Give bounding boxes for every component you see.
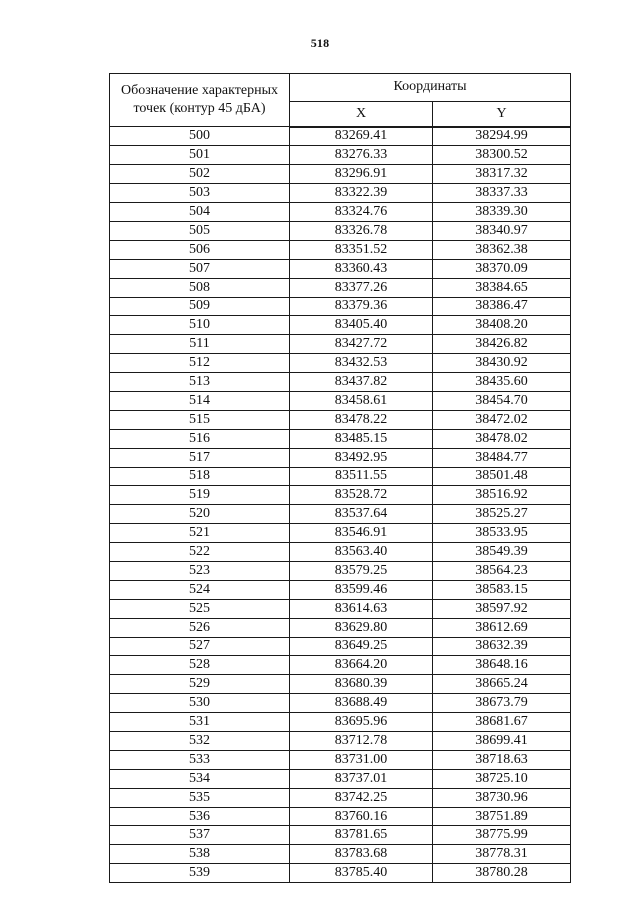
- x-coordinate-cell: 83432.53: [290, 354, 433, 373]
- page-number: 518: [310, 36, 330, 50]
- x-coordinate-cell: 83511.55: [290, 467, 433, 486]
- y-coordinate-cell: 38426.82: [433, 335, 571, 354]
- x-coordinate-cell: 83737.01: [290, 769, 433, 788]
- point-cell: 522: [110, 543, 290, 562]
- table-row: [110, 694, 571, 713]
- x-coordinate-cell: 83427.72: [290, 335, 433, 354]
- x-coordinate-cell: 83379.36: [290, 297, 433, 316]
- table-row: [110, 335, 571, 354]
- table-row: [110, 618, 571, 637]
- y-coordinate-cell: 38775.99: [433, 826, 571, 845]
- x-coordinate-cell: 83760.16: [290, 807, 433, 826]
- y-coordinate-cell: 38501.48: [433, 467, 571, 486]
- table-body: [110, 127, 571, 883]
- point-cell: 533: [110, 750, 290, 769]
- point-cell: 501: [110, 146, 290, 165]
- table-row: [110, 354, 571, 373]
- table-row: [110, 373, 571, 392]
- y-coordinate-cell: 38583.15: [433, 580, 571, 599]
- y-coordinate-cell: 38408.20: [433, 316, 571, 335]
- y-coordinate-cell: 38597.92: [433, 599, 571, 618]
- y-coordinate-cell: 38435.60: [433, 373, 571, 392]
- table-row: [110, 788, 571, 807]
- y-coordinate-cell: 38778.31: [433, 845, 571, 864]
- x-coordinate-cell: 83296.91: [290, 165, 433, 184]
- point-cell: 505: [110, 221, 290, 240]
- x-coordinate-cell: 83322.39: [290, 184, 433, 203]
- point-cell: 524: [110, 580, 290, 599]
- y-coordinate-cell: 38370.09: [433, 259, 571, 278]
- y-coordinate-cell: 38340.97: [433, 221, 571, 240]
- table-row: [110, 146, 571, 165]
- y-coordinate-cell: 38725.10: [433, 769, 571, 788]
- x-coordinate-cell: 83360.43: [290, 259, 433, 278]
- table-row: [110, 637, 571, 656]
- point-cell: 514: [110, 391, 290, 410]
- table-row: [110, 203, 571, 222]
- table-row: [110, 543, 571, 562]
- point-cell: 515: [110, 410, 290, 429]
- y-coordinate-cell: 38665.24: [433, 675, 571, 694]
- point-cell: 528: [110, 656, 290, 675]
- x-coordinate-cell: 83276.33: [290, 146, 433, 165]
- x-coordinate-cell: 83712.78: [290, 732, 433, 751]
- point-cell: 502: [110, 165, 290, 184]
- point-cell: 510: [110, 316, 290, 335]
- x-coordinate-cell: 83326.78: [290, 221, 433, 240]
- x-coordinate-cell: 83537.64: [290, 505, 433, 524]
- x-coordinate-cell: 83695.96: [290, 713, 433, 732]
- y-coordinate-cell: 38549.39: [433, 543, 571, 562]
- x-coordinate-cell: 83599.46: [290, 580, 433, 599]
- y-coordinate-cell: 38454.70: [433, 391, 571, 410]
- y-coordinate-cell: 38300.52: [433, 146, 571, 165]
- point-cell: 506: [110, 240, 290, 259]
- point-cell: 516: [110, 429, 290, 448]
- y-coordinate-cell: 38339.30: [433, 203, 571, 222]
- x-coordinate-cell: 83563.40: [290, 543, 433, 562]
- y-coordinate-cell: 38478.02: [433, 429, 571, 448]
- table-row: [110, 429, 571, 448]
- point-cell: 532: [110, 732, 290, 751]
- x-coordinate-cell: 83546.91: [290, 524, 433, 543]
- y-coordinate-cell: 38337.33: [433, 184, 571, 203]
- y-coordinate-cell: 38386.47: [433, 297, 571, 316]
- x-coordinate-cell: 83649.25: [290, 637, 433, 656]
- x-coordinate-cell: 83478.22: [290, 410, 433, 429]
- point-cell: 523: [110, 561, 290, 580]
- point-cell: 535: [110, 788, 290, 807]
- x-coordinate-cell: 83492.95: [290, 448, 433, 467]
- y-coordinate-cell: 38384.65: [433, 278, 571, 297]
- x-coordinate-cell: 83688.49: [290, 694, 433, 713]
- table-row: [110, 713, 571, 732]
- point-cell: 536: [110, 807, 290, 826]
- table-row: [110, 486, 571, 505]
- x-coordinate-cell: 83614.63: [290, 599, 433, 618]
- point-cell: 517: [110, 448, 290, 467]
- x-coordinate-cell: 83742.25: [290, 788, 433, 807]
- point-cell: 500: [110, 127, 290, 146]
- x-coordinate-cell: 83351.52: [290, 240, 433, 259]
- table-row: [110, 221, 571, 240]
- table-row: [110, 826, 571, 845]
- y-coordinate-cell: 38564.23: [433, 561, 571, 580]
- table-row: [110, 391, 571, 410]
- table-row: [110, 410, 571, 429]
- point-cell: 539: [110, 864, 290, 883]
- x-coordinate-cell: 83785.40: [290, 864, 433, 883]
- point-cell: 534: [110, 769, 290, 788]
- point-cell: 504: [110, 203, 290, 222]
- y-coordinate-cell: 38533.95: [433, 524, 571, 543]
- y-coordinate-cell: 38673.79: [433, 694, 571, 713]
- table-row: [110, 127, 571, 146]
- table-row: [110, 467, 571, 486]
- x-column-header: X: [290, 101, 433, 126]
- point-cell: 512: [110, 354, 290, 373]
- point-cell: 521: [110, 524, 290, 543]
- point-cell: 509: [110, 297, 290, 316]
- x-coordinate-cell: 83680.39: [290, 675, 433, 694]
- point-cell: 538: [110, 845, 290, 864]
- table-row: [110, 675, 571, 694]
- coordinates-table: [109, 73, 571, 883]
- point-cell: 527: [110, 637, 290, 656]
- x-coordinate-cell: 83437.82: [290, 373, 433, 392]
- y-coordinate-cell: 38780.28: [433, 864, 571, 883]
- table-row: [110, 278, 571, 297]
- y-coordinate-cell: 38612.69: [433, 618, 571, 637]
- x-coordinate-cell: 83324.76: [290, 203, 433, 222]
- point-cell: 529: [110, 675, 290, 694]
- table-row: [110, 505, 571, 524]
- y-coordinate-cell: 38648.16: [433, 656, 571, 675]
- table-row: [110, 184, 571, 203]
- table-row: [110, 656, 571, 675]
- table-row: [110, 448, 571, 467]
- x-coordinate-cell: 83664.20: [290, 656, 433, 675]
- point-cell: 518: [110, 467, 290, 486]
- table-row: [110, 297, 571, 316]
- point-cell: 537: [110, 826, 290, 845]
- y-coordinate-cell: 38294.99: [433, 127, 571, 146]
- x-coordinate-cell: 83528.72: [290, 486, 433, 505]
- y-coordinate-cell: 38516.92: [433, 486, 571, 505]
- y-coordinate-cell: 38699.41: [433, 732, 571, 751]
- y-coordinate-cell: 38525.27: [433, 505, 571, 524]
- x-coordinate-cell: 83269.41: [290, 127, 433, 146]
- y-coordinate-cell: 38681.67: [433, 713, 571, 732]
- table-row: [110, 259, 571, 278]
- table-row: [110, 240, 571, 259]
- x-coordinate-cell: 83783.68: [290, 845, 433, 864]
- table-row: [110, 316, 571, 335]
- point-cell: 525: [110, 599, 290, 618]
- table-row: [110, 807, 571, 826]
- point-cell: 531: [110, 713, 290, 732]
- point-cell: 526: [110, 618, 290, 637]
- y-column-header: Y: [433, 101, 571, 126]
- x-coordinate-cell: 83579.25: [290, 561, 433, 580]
- y-coordinate-cell: 38472.02: [433, 410, 571, 429]
- point-cell: 503: [110, 184, 290, 203]
- point-cell: 513: [110, 373, 290, 392]
- x-coordinate-cell: 83405.40: [290, 316, 433, 335]
- table-row: [110, 165, 571, 184]
- table-row: [110, 524, 571, 543]
- y-coordinate-cell: 38751.89: [433, 807, 571, 826]
- point-cell: 511: [110, 335, 290, 354]
- x-coordinate-cell: 83377.26: [290, 278, 433, 297]
- x-coordinate-cell: 83458.61: [290, 391, 433, 410]
- y-coordinate-cell: 38718.63: [433, 750, 571, 769]
- x-coordinate-cell: 83781.65: [290, 826, 433, 845]
- table-row: [110, 769, 571, 788]
- table-row: [110, 750, 571, 769]
- table-row: [110, 845, 571, 864]
- y-coordinate-cell: 38430.92: [433, 354, 571, 373]
- y-coordinate-cell: 38730.96: [433, 788, 571, 807]
- point-label-header: Обозначение характерных точек (контур 45 дБА): [110, 74, 290, 127]
- point-cell: 530: [110, 694, 290, 713]
- table-row: [110, 864, 571, 883]
- x-coordinate-cell: 83485.15: [290, 429, 433, 448]
- coordinates-header: Координаты: [290, 74, 571, 102]
- point-cell: 507: [110, 259, 290, 278]
- x-coordinate-cell: 83629.80: [290, 618, 433, 637]
- table-row: [110, 580, 571, 599]
- x-coordinate-cell: 83731.00: [290, 750, 433, 769]
- y-coordinate-cell: 38632.39: [433, 637, 571, 656]
- point-cell: 519: [110, 486, 290, 505]
- table-row: [110, 561, 571, 580]
- y-coordinate-cell: 38484.77: [433, 448, 571, 467]
- table-row: [110, 732, 571, 751]
- point-cell: 508: [110, 278, 290, 297]
- point-cell: 520: [110, 505, 290, 524]
- y-coordinate-cell: 38317.32: [433, 165, 571, 184]
- y-coordinate-cell: 38362.38: [433, 240, 571, 259]
- table-row: [110, 599, 571, 618]
